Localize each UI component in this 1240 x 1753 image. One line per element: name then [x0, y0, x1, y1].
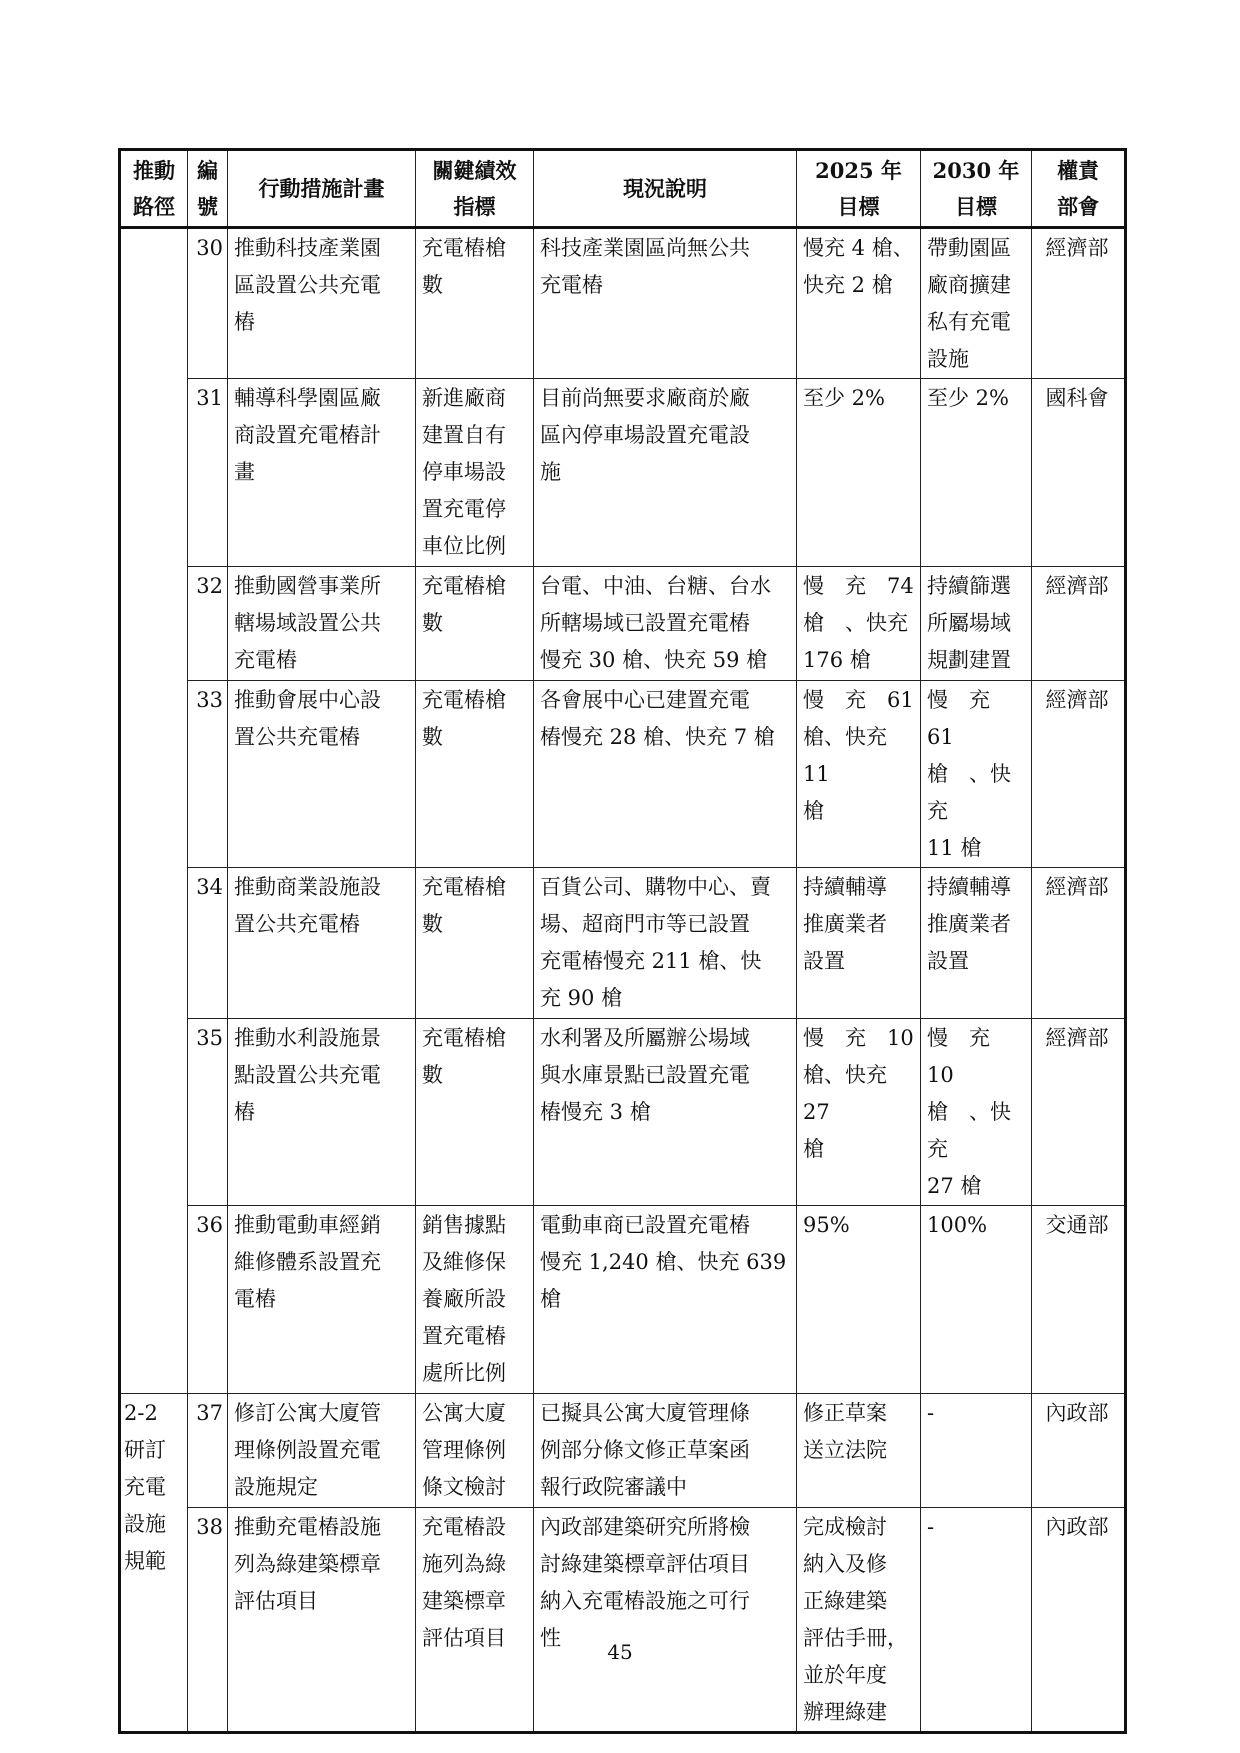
kpi-cell: 銷售據點 及維修保 養廠所設 置充電樁 處所比例	[416, 1206, 534, 1394]
dept-cell: 內政部	[1032, 1394, 1126, 1508]
dept-cell: 經濟部	[1032, 567, 1126, 681]
row-number: 35	[188, 1019, 228, 1206]
row-number: 34	[188, 868, 228, 1019]
header-status: 現況說明	[534, 150, 797, 228]
plan-cell: 推動水利設施景 點設置公共充電 樁	[228, 1019, 416, 1206]
target-2025-cell: 慢 充 61 槍、快充 11 槍	[797, 681, 921, 868]
target-2030-cell: 帶動園區 廠商擴建 私有充電 設施	[921, 228, 1032, 379]
table-row	[120, 228, 1126, 379]
status-cell: 水利署及所屬辦公場域 與水庫景點已設置充電 樁慢充 3 槍	[534, 1019, 797, 1206]
table-row	[120, 1394, 1126, 1508]
plan-cell: 修訂公寓大廈管 理條例設置充電 設施規定	[228, 1394, 416, 1508]
target-2030-cell: 持續輔導 推廣業者 設置	[921, 868, 1032, 1019]
plan-cell: 推動國營事業所 轄場域設置公共 充電樁	[228, 567, 416, 681]
kpi-cell: 新進廠商 建置自有 停車場設 置充電停 車位比例	[416, 379, 534, 567]
header-2030: 2030 年 目標	[921, 150, 1032, 228]
path-cell-2-2: 2-2 研訂 充電 設施 規範	[120, 1394, 188, 1733]
status-cell: 百貨公司、購物中心、賣 場、超商門市等已設置 充電樁慢充 211 槍、快 充 90 槍	[534, 868, 797, 1019]
kpi-cell: 充電樁槍 數	[416, 681, 534, 868]
table-row	[120, 681, 1126, 868]
target-2030-cell: -	[921, 1394, 1032, 1508]
dept-cell: 國科會	[1032, 379, 1126, 567]
status-cell: 台電、中油、台糖、台水 所轄場域已設置充電樁 慢充 30 槍、快充 59 槍	[534, 567, 797, 681]
table-row	[120, 868, 1126, 1019]
plan-cell: 推動充電樁設施 列為綠建築標章 評估項目	[228, 1508, 416, 1733]
status-cell: 目前尚無要求廠商於廠 區內停車場設置充電設 施	[534, 379, 797, 567]
target-2025-cell: 持續輔導 推廣業者 設置	[797, 868, 921, 1019]
plan-cell: 輔導科學園區廠 商設置充電樁計 畫	[228, 379, 416, 567]
target-2030-cell: 慢 充 61 槍 、快充 11 槍	[921, 681, 1032, 868]
kpi-cell: 充電樁槍 數	[416, 1019, 534, 1206]
table-row	[120, 567, 1126, 681]
target-2030-cell: 100%	[921, 1206, 1032, 1394]
row-number: 31	[188, 379, 228, 567]
status-cell: 電動車商已設置充電樁 慢充 1,240 槍、快充 639 槍	[534, 1206, 797, 1394]
target-2025-cell: 慢 充 10 槍、快充 27 槍	[797, 1019, 921, 1206]
plan-cell: 推動科技產業園 區設置公共充電 樁	[228, 228, 416, 379]
table-header-row	[120, 150, 1126, 228]
target-2030-cell: 慢 充 10 槍 、快充 27 槍	[921, 1019, 1032, 1206]
status-cell: 各會展中心已建置充電 樁慢充 28 槍、快充 7 槍	[534, 681, 797, 868]
status-cell: 已擬具公寓大廈管理條 例部分條文修正草案函 報行政院審議中	[534, 1394, 797, 1508]
target-2025-cell: 95%	[797, 1206, 921, 1394]
table-row	[120, 1019, 1126, 1206]
kpi-cell: 充電樁槍 數	[416, 567, 534, 681]
header-kpi: 關鍵績效 指標	[416, 150, 534, 228]
row-number: 38	[188, 1508, 228, 1733]
table-row	[120, 1206, 1126, 1394]
row-number: 33	[188, 681, 228, 868]
path-cell-empty	[120, 228, 188, 1394]
target-2030-cell: 至少 2%	[921, 379, 1032, 567]
row-number: 32	[188, 567, 228, 681]
dept-cell: 交通部	[1032, 1206, 1126, 1394]
header-path: 推動 路徑	[120, 150, 188, 228]
header-dept: 權責 部會	[1032, 150, 1126, 228]
status-cell: 科技產業園區尚無公共 充電樁	[534, 228, 797, 379]
header-plan: 行動措施計畫	[228, 150, 416, 228]
row-number: 36	[188, 1206, 228, 1394]
dept-cell: 經濟部	[1032, 228, 1126, 379]
plan-cell: 推動會展中心設 置公共充電樁	[228, 681, 416, 868]
status-cell: 內政部建築研究所將檢 討綠建築標章評估項目 納入充電樁設施之可行 性	[534, 1508, 797, 1733]
target-2025-cell: 慢充 4 槍、 快充 2 槍	[797, 228, 921, 379]
kpi-cell: 充電樁槍 數	[416, 868, 534, 1019]
plan-cell: 推動商業設施設 置公共充電樁	[228, 868, 416, 1019]
table-row	[120, 379, 1126, 567]
target-2025-cell: 至少 2%	[797, 379, 921, 567]
dept-cell: 內政部	[1032, 1508, 1126, 1733]
row-number: 37	[188, 1394, 228, 1508]
table-row	[120, 1508, 1126, 1733]
header-no: 編 號	[188, 150, 228, 228]
kpi-cell: 公寓大廈 管理條例 條文檢討	[416, 1394, 534, 1508]
plan-cell: 推動電動車經銷 維修體系設置充 電樁	[228, 1206, 416, 1394]
target-2030-cell: 持續篩選 所屬場域 規劃建置	[921, 567, 1032, 681]
kpi-cell: 充電樁槍 數	[416, 228, 534, 379]
target-2030-cell: -	[921, 1508, 1032, 1733]
target-2025-cell: 修正草案 送立法院	[797, 1394, 921, 1508]
action-plan-table	[118, 148, 1127, 1734]
dept-cell: 經濟部	[1032, 868, 1126, 1019]
target-2025-cell: 慢 充 74 槍 、快充 176 槍	[797, 567, 921, 681]
target-2025-cell: 完成檢討 納入及修 正綠建築 評估手冊， 並於年度 辦理綠建	[797, 1508, 921, 1733]
kpi-cell: 充電樁設 施列為綠 建築標章 評估項目	[416, 1508, 534, 1733]
row-number: 30	[188, 228, 228, 379]
dept-cell: 經濟部	[1032, 681, 1126, 868]
page-number: 45	[607, 1640, 633, 1664]
header-2025: 2025 年 目標	[797, 150, 921, 228]
dept-cell: 經濟部	[1032, 1019, 1126, 1206]
